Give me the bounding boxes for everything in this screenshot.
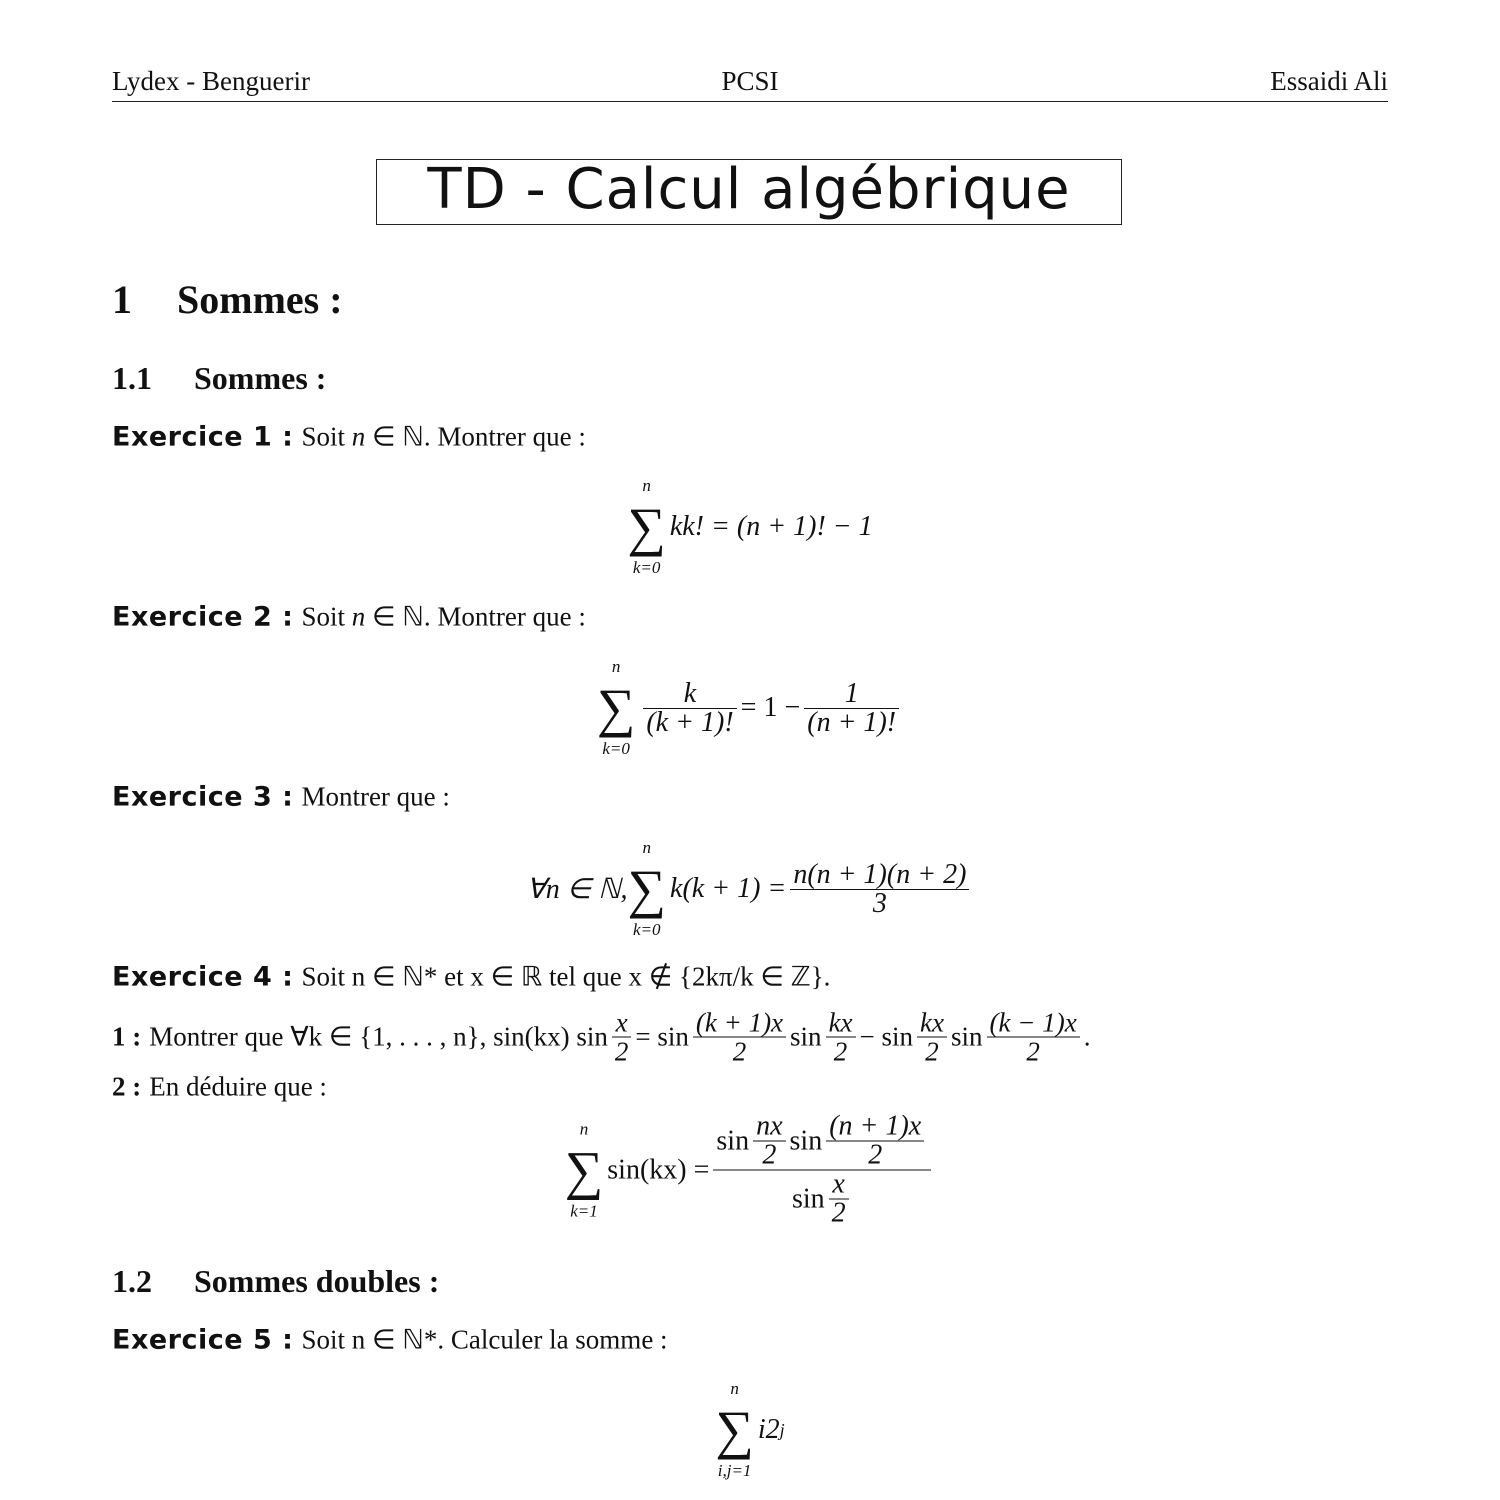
exercise-1-equation: n ∑ k=0 kk! = (n + 1)! − 1 (627, 476, 873, 577)
header-center: PCSI (721, 66, 779, 96)
exercise-3-statement: Exercice 3 : Montrer que : (112, 781, 450, 813)
exercise-4-question-1: 1 : Montrer que ∀k ∈ {1, . . . , n}, sin(kx) sin $\frac{x}{2}$ = sin $\frac{(k + 1)x}{2}$ sin $\frac{kx}{2}$ − sin $\frac{kx}{2}$ sin $\frac{(k - 1)x}{2}$ . (112, 1007, 1091, 1067)
subsection-heading: 1.2 Sommes doubles : (112, 1263, 440, 1299)
header-left: Lydex - Benguerir (112, 66, 310, 96)
exercise-4-equation: n ∑ k=1 sin(kx) = sin $\frac{nx}{2}$ sin $\frac{(n + 1)x}{2}$ sin $\frac{x}{2}$ (0, 1113, 1500, 1228)
exercise-5-equation: n ∑ i,j=1 i2 j (715, 1379, 785, 1480)
exercise-3-equation: ∀n ∈ ℕ, n ∑ k=0 k(k + 1) = $\frac{n(n + 1)(n + 2)}{3}$ (0, 838, 1500, 940)
page-title: TD - Calcul algébrique (376, 159, 1122, 225)
exercise-4-question-2: 2 : En déduire que : (112, 1071, 327, 1102)
exercise-5-statement: Exercice 5 : Soit n ∈ ℕ*. Calculer la somme : (112, 1324, 668, 1356)
header-right: Essaidi Ali (1270, 66, 1388, 96)
header-rule (112, 101, 1388, 102)
exercise-2-equation: n ∑ k=0 $\frac{k}{(k + 1)!}$ = 1 − $\frac{1}{(n + 1)!}$ (0, 657, 1500, 759)
subsection-heading: 1.1 Sommes : (112, 360, 327, 396)
section-heading: 1 Sommes : (112, 277, 343, 322)
exercise-1-statement: Exercice 1 : Soit n ∈ ℕ. Montrer que : (112, 421, 586, 453)
exercise-4-statement: Exercice 4 : Soit n ∈ ℕ* et x ∈ ℝ tel que x ∉ {2kπ/k ∈ ℤ}. (112, 961, 831, 993)
exercise-2-statement: Exercice 2 : Soit n ∈ ℕ. Montrer que : (112, 601, 586, 633)
